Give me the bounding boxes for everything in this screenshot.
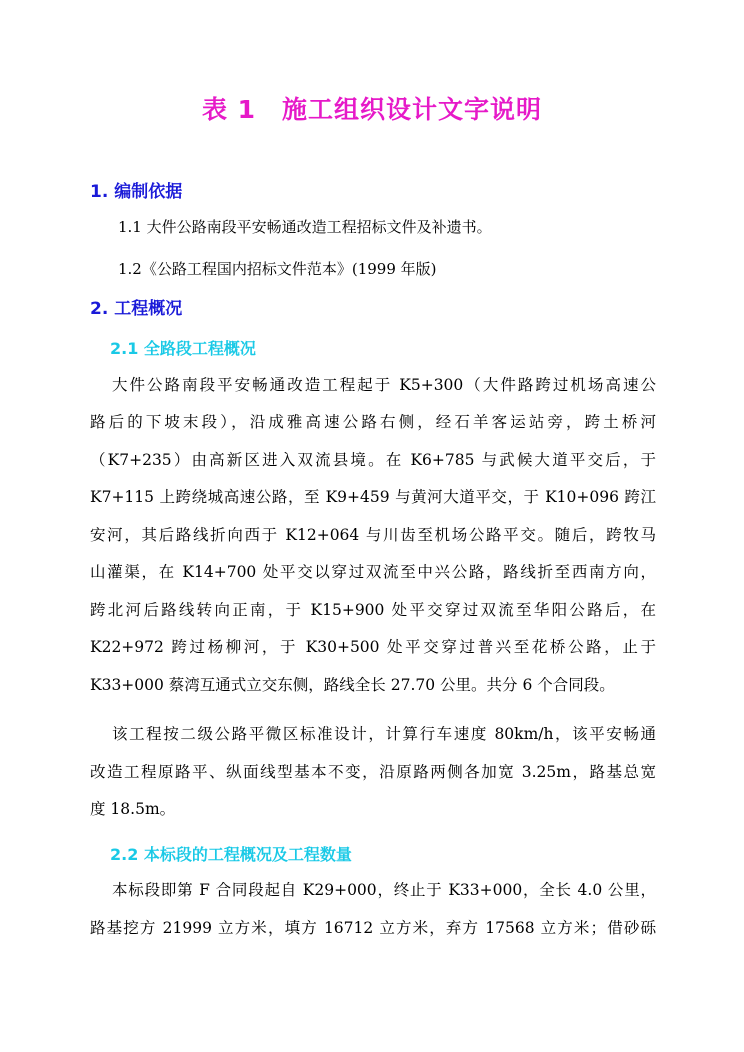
- paragraph-line: K22+972 跨过杨柳河，于 K30+500 处平交穿过普兴至花桥公路，止于: [90, 638, 656, 656]
- section-heading-basis: 1. 编制依据: [90, 182, 183, 202]
- paragraph-line: 路后的下坡末段），沿成雅高速公路右侧，经石羊客运站旁，跨土桥河: [90, 413, 656, 431]
- reference-item: 1.1 大件公路南段平安畅通改造工程招标文件及补遗书。: [118, 218, 492, 236]
- paragraph-line: 改造工程原路平、纵面线型基本不变，沿原路两侧各加宽 3.25m，路基总宽: [90, 763, 656, 781]
- reference-item: 1.2《公路工程国内招标文件范本》(1999 年版): [118, 260, 437, 278]
- paragraph-line: （K7+235）由高新区进入双流县境。在 K6+785 与武候大道平交后，于: [90, 451, 656, 469]
- paragraph-line: 大件公路南段平安畅通改造工程起于 K5+300（大件路跨过机场高速公: [112, 376, 656, 394]
- paragraph-line: 跨北河后路线转向正南，于 K15+900 处平交穿过双流至华阳公路后，在: [90, 601, 656, 619]
- paragraph-line: K7+115 上跨绕城高速公路，至 K9+459 与黄河大道平交，于 K10+096 跨江: [90, 488, 656, 506]
- page-title: 表 1 施工组织设计文字说明: [201, 95, 543, 124]
- paragraph-line: 路基挖方 21999 立方米，填方 16712 立方米，弃方 17568 立方米；借砂砾: [90, 919, 656, 937]
- paragraph-line: 本标段即第 F 合同段起自 K29+000，终止于 K33+000，全长 4.0 公里，: [112, 881, 656, 899]
- paragraph-line: 度 18.5m。: [90, 800, 176, 818]
- section-heading-overview: 2. 工程概况: [90, 299, 183, 319]
- subsection-heading-this-section: 2.2 本标段的工程概况及工程数量: [110, 845, 352, 864]
- paragraph-line: K33+000 蔡湾互通式立交东侧，路线全长 27.70 公里。共分 6 个合同段。: [90, 676, 615, 694]
- paragraph-line: 该工程按二级公路平微区标准设计，计算行车速度 80km/h，该平安畅通: [112, 725, 656, 743]
- paragraph-line: 山灌渠，在 K14+700 处平交以穿过双流至中兴公路，路线折至西南方向，: [90, 563, 656, 581]
- subsection-heading-full-route: 2.1 全路段工程概况: [110, 339, 256, 358]
- paragraph-line: 安河，其后路线折向西于 K12+064 与川齿至机场公路平交。随后，跨牧马: [90, 526, 656, 544]
